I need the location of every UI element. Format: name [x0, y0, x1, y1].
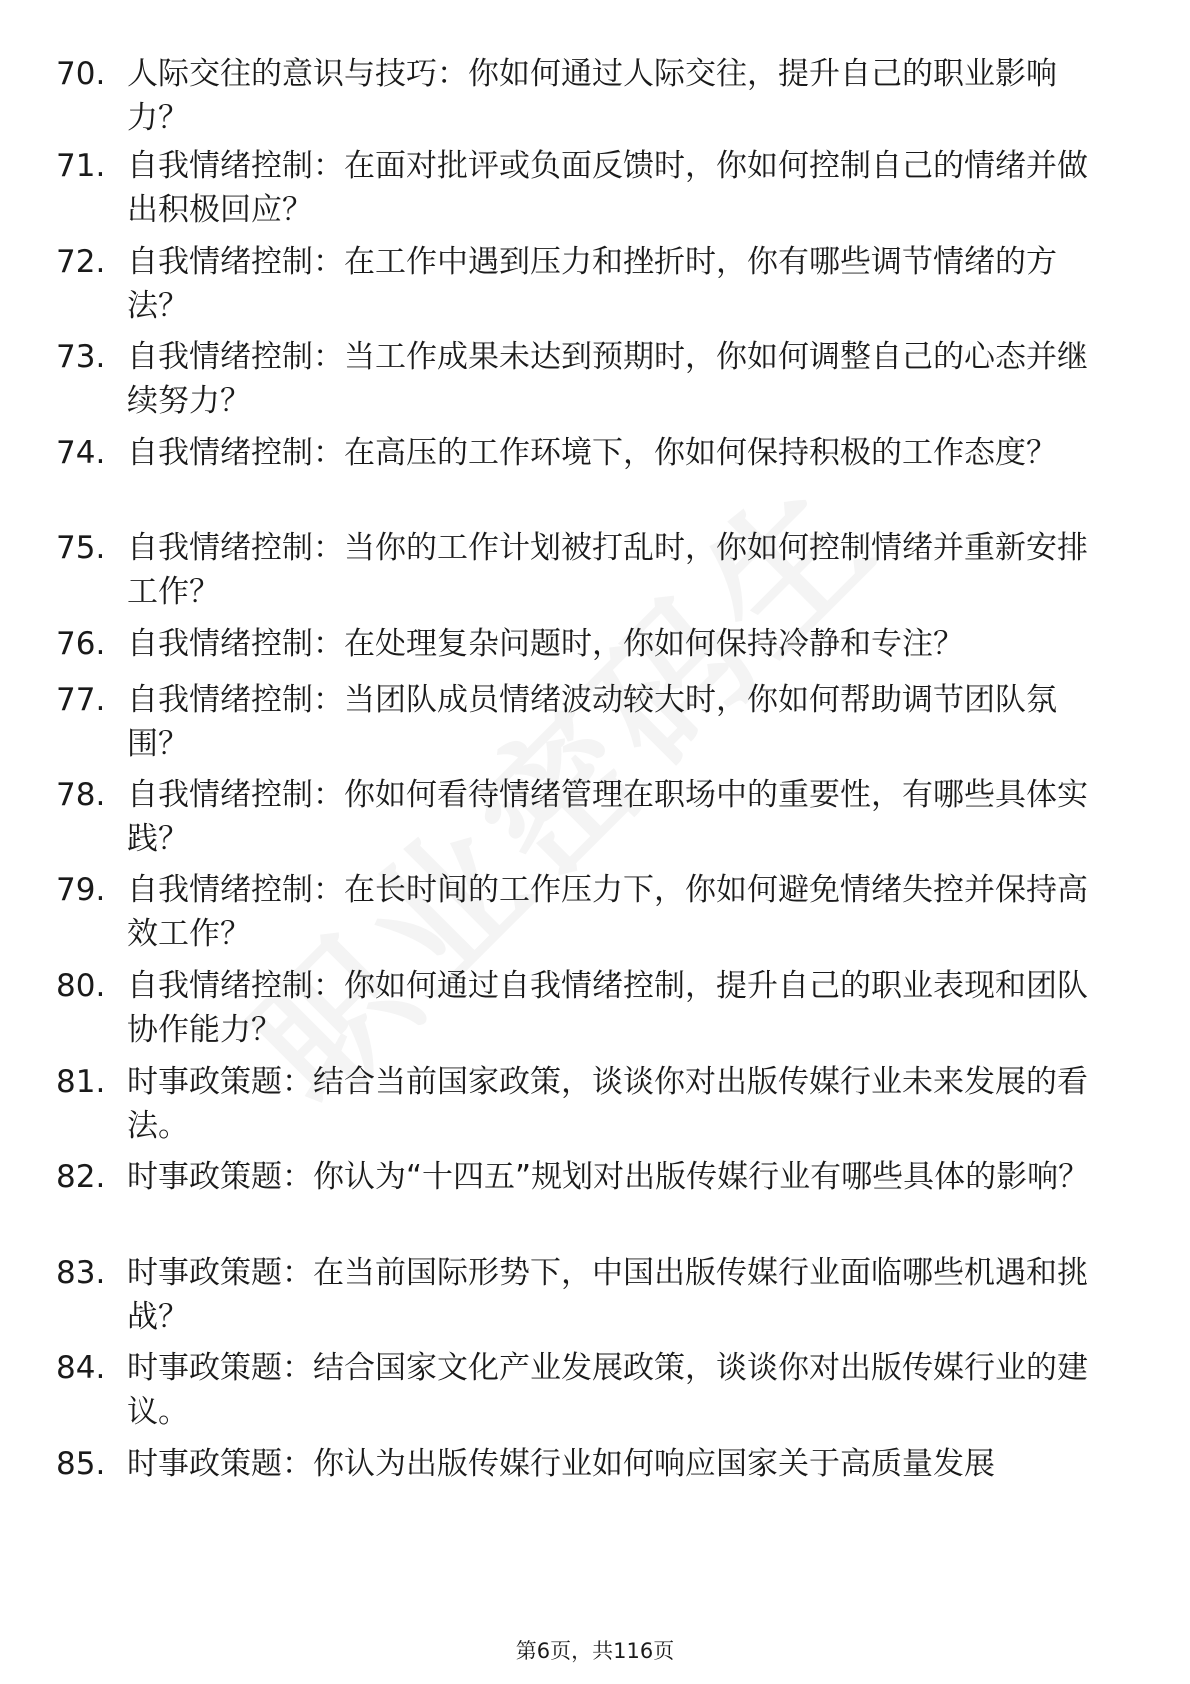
question-item: [0, 773, 1190, 863]
question-text: 自我情绪控制：当你的工作计划被打乱时，你如何控制情绪并重新安排工作？: [127, 530, 1088, 610]
question-text: 时事政策题：结合当前国家政策，谈谈你对出版传媒行业未来发展的看法。: [127, 1064, 1088, 1144]
page-footer: 第6页，共116页: [515, 1639, 675, 1663]
question-item: [0, 335, 1190, 425]
question-number: 76.: [56, 626, 106, 662]
question-text: 自我情绪控制：你如何通过自我情绪控制，提升自己的职业表现和团队协作能力？: [127, 968, 1088, 1048]
question-text: 自我情绪控制：在长时间的工作压力下，你如何避免情绪失控并保持高效工作？: [127, 872, 1088, 952]
question-number: 73.: [56, 339, 106, 375]
question-number: 74.: [56, 435, 106, 471]
question-item: [0, 1060, 1190, 1150]
question-text: 自我情绪控制：在面对批评或负面反馈时，你如何控制自己的情绪并做出积极回应？: [127, 148, 1088, 228]
question-text: 时事政策题：你认为出版传媒行业如何响应国家关于高质量发展: [127, 1446, 995, 1482]
question-number: 81.: [56, 1064, 106, 1100]
question-item: [0, 526, 1190, 616]
question-number: 75.: [56, 530, 106, 566]
question-number: 84.: [56, 1350, 106, 1386]
question-item: [0, 52, 1190, 142]
question-number: 79.: [56, 872, 106, 908]
question-text: 自我情绪控制：在处理复杂问题时，你如何保持冷静和专注？: [127, 626, 964, 662]
question-item: [0, 678, 1190, 768]
question-text: 人际交往的意识与技巧：你如何通过人际交往，提升自己的职业影响力？: [127, 56, 1057, 136]
question-number: 78.: [56, 777, 106, 813]
question-item: [0, 1442, 1190, 1532]
question-number: 82.: [56, 1159, 106, 1195]
question-number: 83.: [56, 1255, 106, 1291]
question-number: 72.: [56, 244, 106, 280]
question-item: [0, 868, 1190, 958]
question-item: [0, 144, 1190, 234]
question-text: 自我情绪控制：在高压的工作环境下，你如何保持积极的工作态度？: [127, 435, 1057, 471]
question-text: 自我情绪控制：在工作中遇到压力和挫折时，你有哪些调节情绪的方法？: [127, 244, 1057, 324]
question-item: [0, 1155, 1190, 1245]
question-text: 时事政策题：你认为“十四五”规划对出版传媒行业有哪些具体的影响？: [127, 1159, 1090, 1195]
question-text: 自我情绪控制：当工作成果未达到预期时，你如何调整自己的心态并继续努力？: [127, 339, 1088, 419]
question-number: 77.: [56, 682, 106, 718]
question-item: [0, 240, 1190, 330]
question-item: [0, 431, 1190, 521]
question-text: 时事政策题：结合国家文化产业发展政策，谈谈你对出版传媒行业的建议。: [127, 1350, 1088, 1430]
question-number: 80.: [56, 968, 106, 1004]
question-text: 自我情绪控制：你如何看待情绪管理在职场中的重要性，有哪些具体实践？: [127, 777, 1088, 857]
question-number: 85.: [56, 1446, 106, 1482]
question-number: 70.: [56, 56, 106, 92]
question-item: [0, 1251, 1190, 1341]
question-item: [0, 1346, 1190, 1436]
question-item: [0, 964, 1190, 1054]
question-number: 71.: [56, 148, 106, 184]
question-text: 自我情绪控制：当团队成员情绪波动较大时，你如何帮助调节团队氛围？: [127, 682, 1057, 762]
question-text: 时事政策题：在当前国际形势下，中国出版传媒行业面临哪些机遇和挑战？: [127, 1255, 1088, 1335]
